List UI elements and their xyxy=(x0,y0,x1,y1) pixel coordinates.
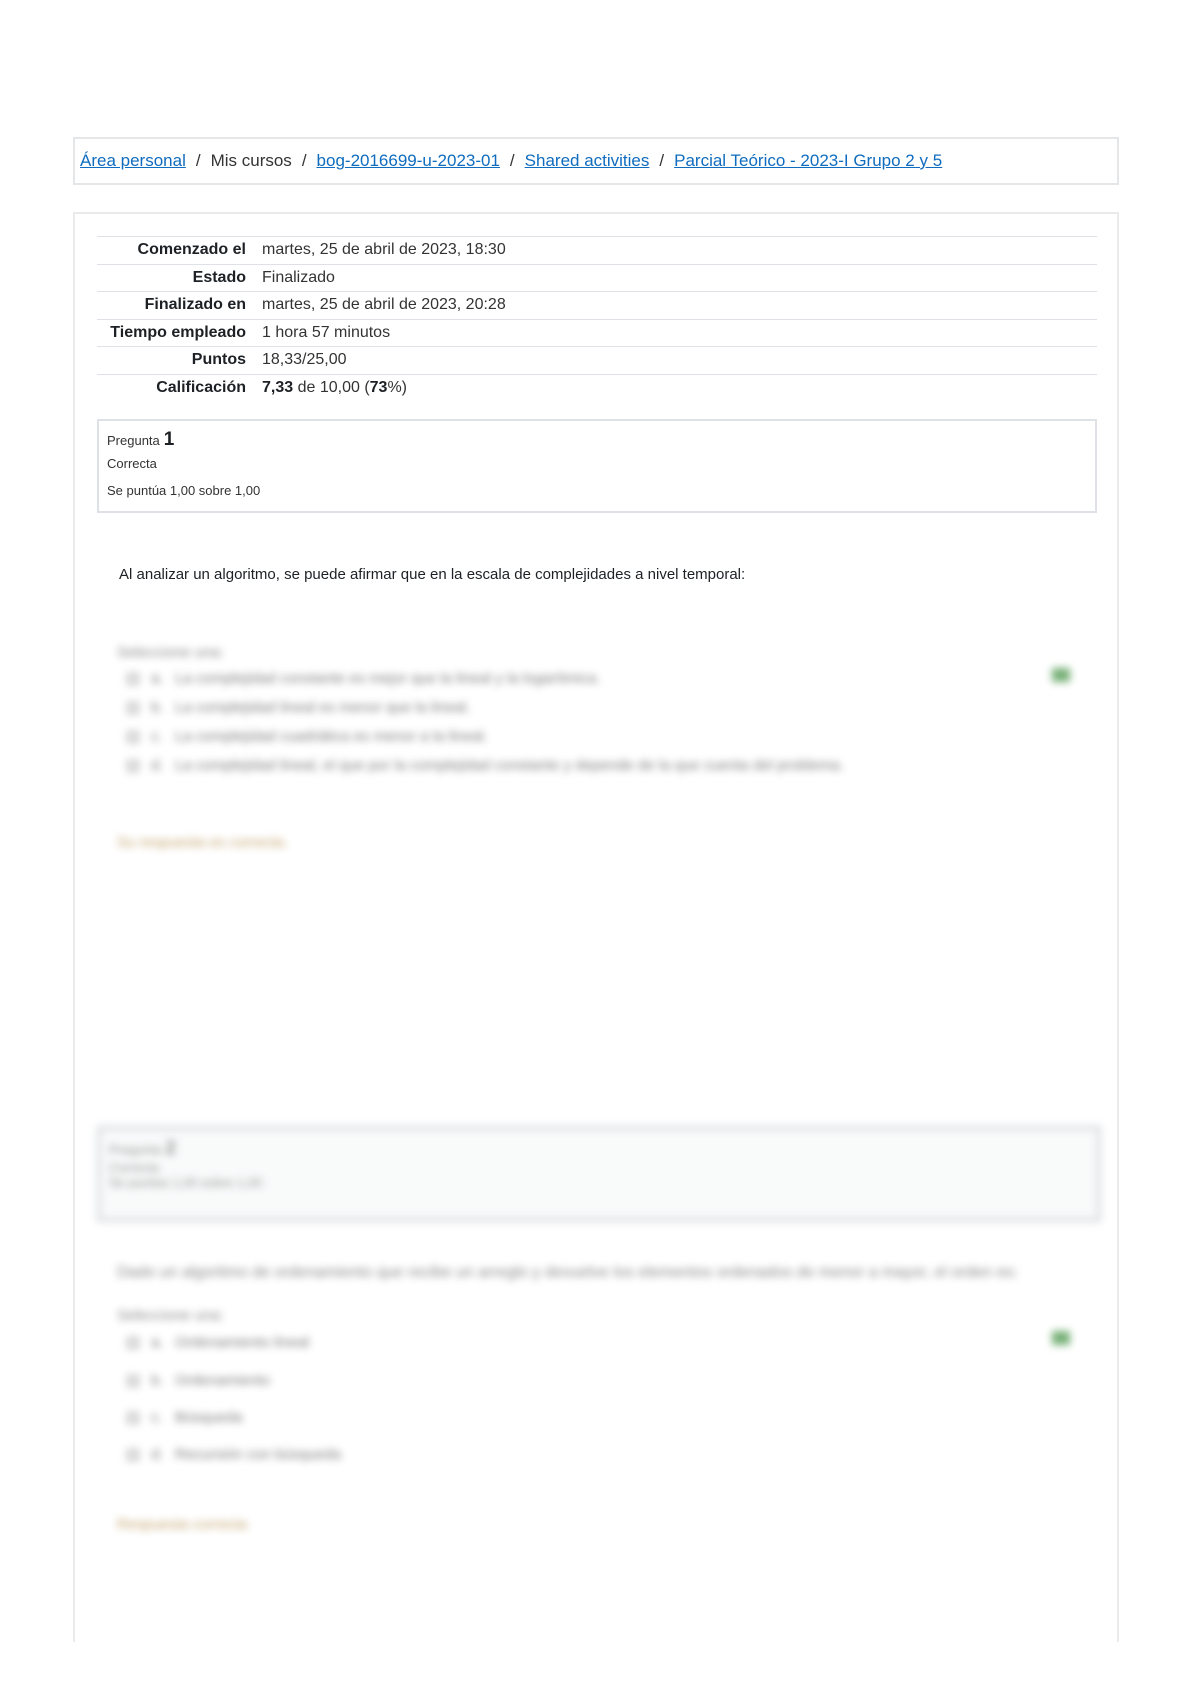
option-letter: c. xyxy=(151,728,163,745)
radio-icon[interactable] xyxy=(127,702,139,714)
attempt-summary-table xyxy=(97,236,1097,402)
select-prompt: Seleccione una: xyxy=(117,644,224,661)
answer-option[interactable] xyxy=(127,699,470,716)
option-letter: b. xyxy=(151,1372,164,1389)
answer-option[interactable] xyxy=(127,757,844,774)
question-number-value: 1 xyxy=(163,429,175,450)
answer-option[interactable] xyxy=(127,1334,309,1351)
grade-suffix: %) xyxy=(387,379,407,396)
grade-percent: 73 xyxy=(369,379,388,396)
option-text: La complejidad lineal, el que por la complejidad constante y depende de la que cuenta del problema. xyxy=(175,757,844,774)
summary-value: martes, 25 de abril de 2023, 18:30 xyxy=(262,241,506,259)
grade-of-text: de 10,00 ( xyxy=(293,379,370,396)
summary-value: 1 hora 57 minutos xyxy=(262,323,391,341)
answer-option[interactable] xyxy=(127,1372,270,1389)
table-row xyxy=(97,347,1097,375)
radio-icon[interactable] xyxy=(127,673,139,685)
radio-icon[interactable] xyxy=(127,1449,139,1461)
question-prefix: Pregunta xyxy=(107,433,160,448)
question-number xyxy=(107,429,1087,451)
table-row xyxy=(97,374,1097,402)
option-text: La complejidad lineal es menor que la lineal. xyxy=(175,699,471,716)
option-text: La complejidad cuadrática es menor a la lineal. xyxy=(175,728,488,745)
radio-icon[interactable] xyxy=(127,1337,139,1349)
answer-option[interactable] xyxy=(127,670,600,687)
feedback-text: Su respuesta es correcta. xyxy=(117,834,288,851)
summary-label: Finalizado en xyxy=(144,296,246,314)
grade-score: 7,33 xyxy=(262,379,294,396)
grade-label: Calificación xyxy=(156,379,246,396)
breadcrumb-separator: / xyxy=(509,151,515,170)
table-row xyxy=(97,264,1097,292)
breadcrumb-item-course[interactable]: bog-2016699-u-2023-01 xyxy=(316,151,500,170)
question-grade: Se puntúa 1,00 sobre 1,00 xyxy=(109,1175,263,1190)
table-row xyxy=(97,319,1097,347)
summary-label: Comenzado el xyxy=(137,241,246,259)
grade-value xyxy=(254,374,1097,402)
summary-value: Finalizado xyxy=(262,268,335,286)
question-number-value: 2 xyxy=(165,1138,176,1159)
select-prompt: Seleccione una: xyxy=(117,1307,224,1324)
check-icon xyxy=(1052,668,1070,682)
question-state: Correcta xyxy=(109,1160,159,1175)
option-letter: d. xyxy=(151,757,164,774)
option-text: La complejidad constante es mejor que la lineal y la logarítmica. xyxy=(175,670,601,687)
check-icon xyxy=(1052,1331,1070,1345)
question-grade: Se puntúa 1,00 sobre 1,00 xyxy=(107,483,261,498)
option-letter: a. xyxy=(151,670,164,687)
answer-option[interactable] xyxy=(127,728,488,745)
answer-option[interactable] xyxy=(127,1446,341,1463)
option-text: Ordenamiento xyxy=(175,1372,271,1389)
quiz-review-card xyxy=(73,212,1119,1642)
breadcrumb-item-mis-cursos: Mis cursos xyxy=(210,151,292,170)
summary-label: Estado xyxy=(192,268,246,286)
radio-icon[interactable] xyxy=(127,1412,139,1424)
question-number xyxy=(109,1138,1089,1160)
option-text: Búsqueda xyxy=(175,1409,243,1426)
question-info-box xyxy=(97,1126,1101,1222)
option-letter: c. xyxy=(151,1409,163,1426)
option-letter: a. xyxy=(151,1334,164,1351)
summary-value: 18,33/25,00 xyxy=(262,351,347,369)
question-state: Correcta xyxy=(107,456,157,471)
summary-label: Tiempo empleado xyxy=(110,323,246,341)
blurred-content xyxy=(75,644,1117,1644)
option-letter: d. xyxy=(151,1446,164,1463)
summary-value: martes, 25 de abril de 2023, 20:28 xyxy=(262,296,506,314)
breadcrumb-separator: / xyxy=(659,151,665,170)
question-info-box xyxy=(97,419,1097,513)
option-letter: b. xyxy=(151,699,164,716)
summary-label: Puntos xyxy=(191,351,246,369)
breadcrumb-item-shared-activities[interactable]: Shared activities xyxy=(524,151,650,170)
feedback-text: Respuesta correcta xyxy=(117,1516,248,1533)
question-text: Dado un algoritmo de ordenamiento que recibe un arreglo y devuelve los elementos ordenados de menor a mayor, el orden es: xyxy=(117,1264,1018,1281)
radio-icon[interactable] xyxy=(127,760,139,772)
radio-icon[interactable] xyxy=(127,1375,139,1387)
breadcrumb-item-area-personal[interactable]: Área personal xyxy=(80,151,186,170)
answer-option[interactable] xyxy=(127,1409,243,1426)
question-prefix: Pregunta xyxy=(109,1142,162,1157)
breadcrumb-separator: / xyxy=(195,151,201,170)
radio-icon[interactable] xyxy=(127,731,139,743)
option-text: Ordenamiento lineal xyxy=(175,1334,310,1351)
breadcrumb-item-quiz[interactable]: Parcial Teórico - 2023-I Grupo 2 y 5 xyxy=(674,151,943,170)
breadcrumb xyxy=(73,137,1119,185)
option-text: Recursión con búsqueda xyxy=(175,1446,341,1463)
breadcrumb-separator: / xyxy=(301,151,307,170)
table-row xyxy=(97,292,1097,320)
table-row xyxy=(97,237,1097,265)
question-text: Al analizar un algoritmo, se puede afirmar que en la escala de complejidades a nivel temporal: xyxy=(119,566,746,583)
